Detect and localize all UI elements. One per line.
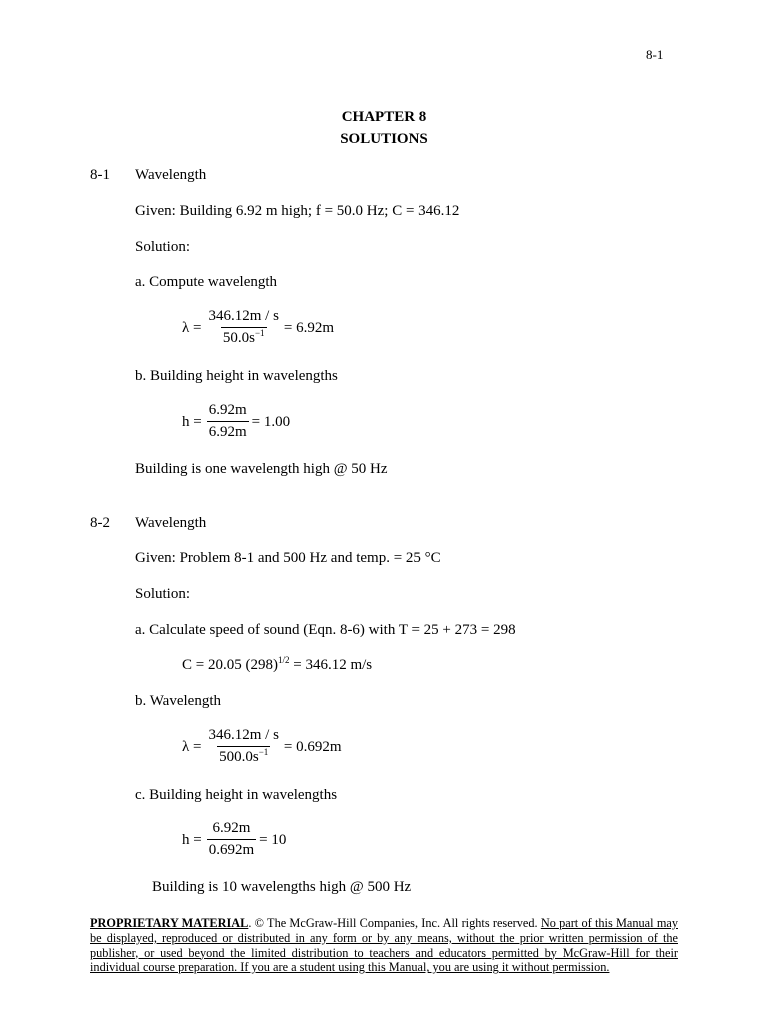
equation-lhs: h = [182, 831, 202, 848]
notice-restrictions: No part of this Manual may be displayed, reproduced or distributed in any form or by any means, without the prior written permission of the publisher, or used beyond the limited distribution to teachers and educators permitted by McGraw-Hill for their individual course preparation. If you are a student using this Manual, you are using it without permission. [90, 916, 678, 975]
conclusion: Building is 10 wavelengths high @ 500 Hz [152, 879, 412, 895]
conclusion: Building is one wavelength high @ 50 Hz [135, 461, 388, 477]
given-statement: Given: Building 6.92 m high; f = 50.0 Hz; C = 346.12 [135, 203, 460, 219]
page-number: 8-1 [646, 47, 664, 62]
equation-rhs: = 0.692m [283, 738, 342, 755]
chapter-subtitle: SOLUTIONS [340, 131, 428, 147]
step-label: b. Wavelength [135, 693, 221, 709]
numerator: 346.12m / s [208, 727, 279, 743]
equation-lhs: λ = [182, 738, 202, 755]
equation-wavelength [182, 308, 334, 347]
equation-rhs: = 1.00 [251, 413, 291, 430]
fraction [207, 820, 256, 859]
notice-lead: PROPRIETARY MATERIAL [90, 916, 249, 930]
fraction [207, 402, 249, 441]
denominator: 6.92m [207, 421, 249, 441]
equation-rhs: = 6.92m [283, 319, 335, 336]
chapter-title: CHAPTER 8 [341, 109, 427, 125]
equation-lhs: λ = [182, 319, 202, 336]
fraction [206, 727, 280, 766]
problem-number: 8-2 [90, 515, 110, 531]
problem-title: Wavelength [135, 167, 207, 183]
step-label: a. Compute wavelength [135, 274, 278, 290]
solution-label: Solution: [135, 239, 191, 255]
notice-copyright: . © The McGraw-Hill Companies, Inc. All rights reserved. [248, 916, 541, 930]
equation-height [182, 402, 290, 441]
given-statement: Given: Problem 8-1 and 500 Hz and temp. = 25 °C [135, 550, 441, 566]
equation-wavelength [182, 727, 342, 766]
denominator: $500.0s^{-1}$ [219, 747, 269, 765]
numerator: 346.12m / s [208, 308, 279, 324]
step-label: c. Building height in wavelengths [135, 787, 338, 803]
denominator: 0.692m [207, 839, 256, 859]
equation-rhs: = 10 [259, 831, 287, 848]
equation-height [182, 820, 286, 859]
fraction [206, 308, 280, 347]
problem-number: 8-1 [90, 167, 110, 183]
proprietary-notice [90, 916, 678, 975]
problem-title: Wavelength [135, 515, 207, 531]
step-label: a. Calculate speed of sound (Eqn. 8-6) with T = 25 + 273 = 298 [135, 622, 516, 638]
numerator: 6.92m [208, 402, 247, 418]
denominator: $50.0s^{-1}$ [222, 328, 265, 346]
step-label: b. Building height in wavelengths [135, 368, 338, 384]
numerator: 6.92m [212, 820, 251, 836]
equation-speed-of-sound: C = 20.05 $(298)^{1/2} = 346.12$ m/s [182, 655, 373, 673]
equation-lhs: h = [182, 413, 202, 430]
solution-label: Solution: [135, 586, 191, 602]
